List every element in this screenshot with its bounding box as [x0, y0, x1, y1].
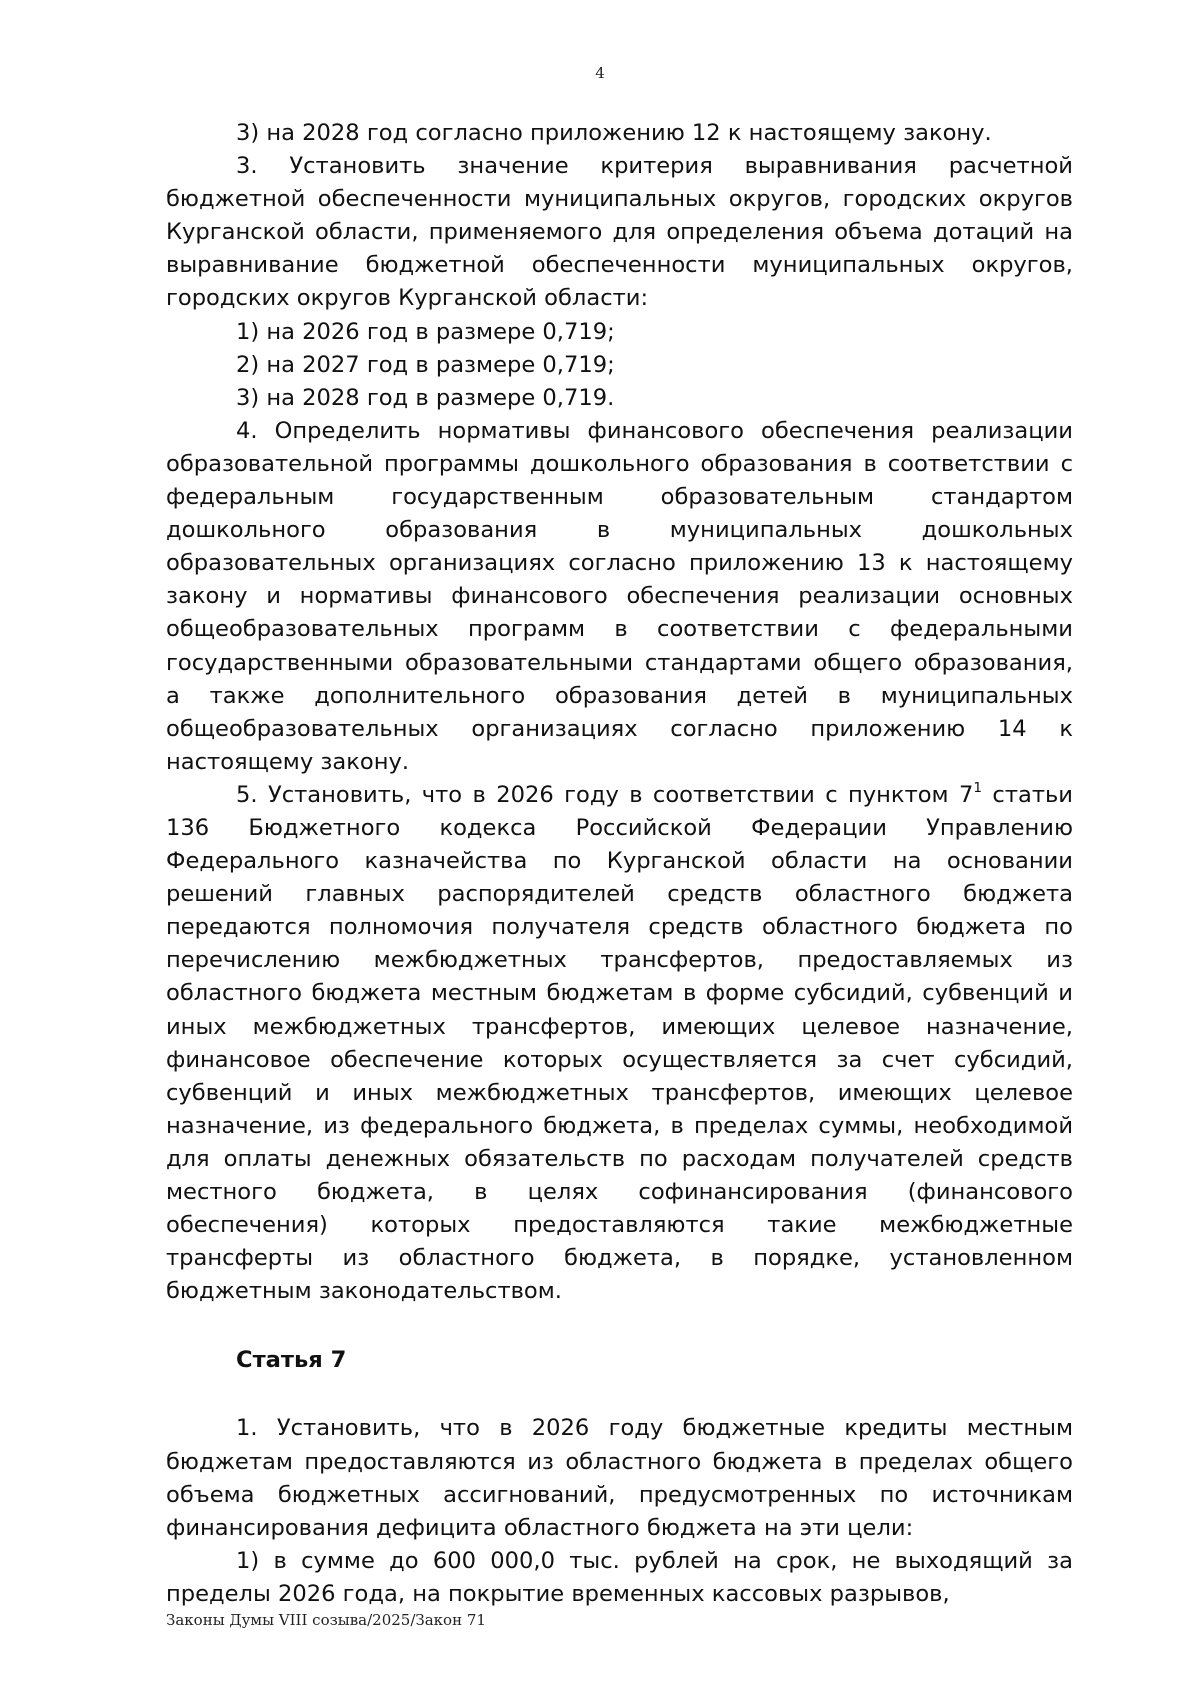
paragraph-text: 5. Установить, что в 2026 году в соответствии с пунктом 7 [236, 781, 974, 808]
page-number: 4 [595, 64, 605, 82]
paragraph [166, 779, 1073, 1309]
superscript: 1 [973, 780, 982, 796]
list-item: 3) на 2028 год в размере 0,719. [236, 384, 615, 411]
paragraph: 4. Определить нормативы финансового обеспечения реализации образовательной программы дошкольного образования в соответствии с федеральным государственным образовательным стандартом дошкольного образования в муниципальных дошкольных образовательных организациях согласно приложению 13 к настоящему закону и нормативы финансового обеспечения реализации основных общеобразовательных программ в соответствии с федеральными государственными образовательными стандартами общего образования, а также дополнительного образования детей в муниципальных общеобразовательных организациях согласно приложению 14 к настоящему закону. [166, 417, 1073, 775]
paragraph: 3) на 2028 год согласно приложению 12 к настоящему закону. [236, 120, 992, 146]
paragraph-text: статьи 136 Бюджетного кодекса Российской Федерации Управлению Федерального казначейства по Курганской области на основании решений главных распорядителей средств областного бюджета передаются полномочия получателя средств областного бюджета по перечислению межбюджетных трансфертов, предоставляемых из областного бюджета местным бюджетам в форме субсидий, субвенций и иных межбюджетных трансфертов, имеющих целевое назначение, финансовое обеспечение которых осуществляется за счет субсидий, субвенций и иных межбюджетных трансфертов, имеющих целевое назначение, из федерального бюджета, в пределах суммы, необходимой для оплаты денежных обязательств по расходам получателей средств местного бюджета, в целях софинансирования (финансового обеспечения) которых предоставляются такие межбюджетные трансферты из областного бюджета, в порядке, установленном бюджетным законодательством. [166, 781, 1073, 1305]
document-body [166, 117, 1073, 1611]
paragraph: 1. Установить, что в 2026 году бюджетные кредиты местным бюджетам предоставляются из областного бюджета в пределах общего объема бюджетных ассигнований, предусмотренных по источникам финансирования дефицита областного бюджета на эти цели: [166, 1415, 1073, 1541]
paragraph: 1) в сумме до 600 000,0 тыс. рублей на срок, не выходящий за пределы 2026 года, на покрытие временных кассовых разрывов, [166, 1547, 1073, 1607]
list-item: 1) на 2026 год в размере 0,719; [236, 318, 615, 345]
list-item: 2) на 2027 год в размере 0,719; [236, 351, 615, 378]
article-heading: Статья 7 [236, 1347, 347, 1374]
footer: Законы Думы VIII созыва/2025/Закон 71 [166, 1611, 486, 1629]
paragraph: 3. Установить значение критерия выравнивания расчетной бюджетной обеспеченности муниципальных округов, городских округов Курганской области, применяемого для определения объема дотаций на выравнивание бюджетной обеспеченности муниципальных округов, городских округов Курганской области: [166, 153, 1073, 312]
